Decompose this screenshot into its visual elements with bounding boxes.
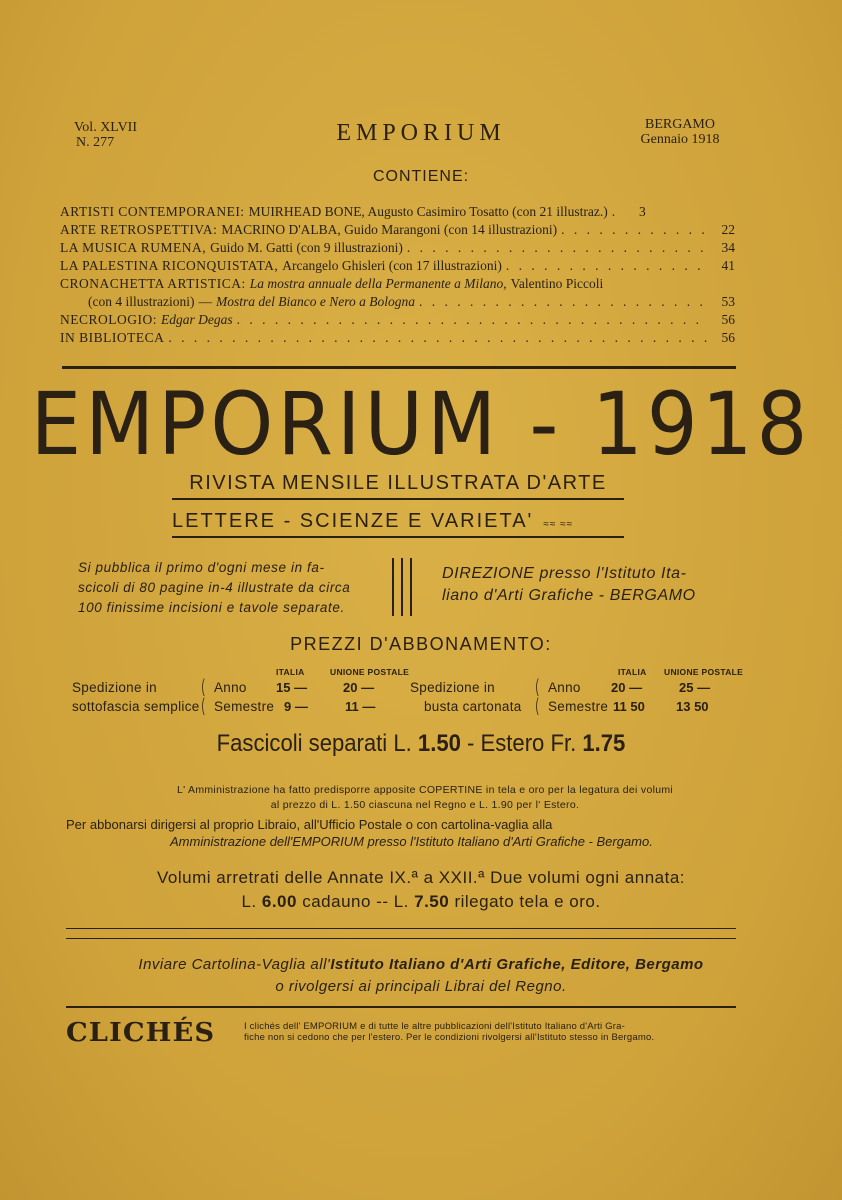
- contents-heading: CONTIENE:: [372, 168, 470, 185]
- back-issues-price: 7.50: [414, 892, 450, 911]
- price-value: 25 —: [679, 680, 711, 695]
- col-header-unione: UNIONE POSTALE: [664, 667, 744, 677]
- price-label: Spedizione in: [410, 680, 495, 695]
- toc-section: LA PALESTINA RICONQUISTATA,: [60, 258, 279, 273]
- back-issues-prices: [0, 890, 842, 914]
- toc-text: MACRINO D'ALBA, Guido Marangoni (con 14 illustrazioni): [221, 222, 558, 237]
- toc-leader: [561, 222, 709, 238]
- toc-entry: [60, 240, 735, 258]
- toc-page: 41: [721, 258, 735, 273]
- toc-text: Guido M. Gatti (con 9 illustrazioni): [210, 240, 403, 255]
- toc-leader: [168, 330, 709, 346]
- city: BERGAMO: [644, 117, 715, 132]
- subscription-line: Per abbonarsi dirigersi al proprio Libraio, all'Ufficio Postale o con cartolina-vaglia alla: [66, 817, 553, 832]
- cliches-line: I clichés dell' EMPORIUM e di tutte le altre pubblicazioni dell'Istituto Italiano d'Arti Gra-: [244, 1021, 625, 1032]
- back-issues-line: Volumi arretrati delle Annate IX.ª a XXII.ª Due volumi ogni annata:: [156, 868, 686, 887]
- vertical-divider: [392, 558, 414, 616]
- price-period: Semestre: [548, 699, 609, 714]
- toc-entry: [60, 312, 735, 330]
- brace: (: [201, 676, 205, 696]
- back-issues: [0, 866, 842, 914]
- send-text: Inviare Cartolina-Vaglia all': [138, 956, 331, 973]
- toc-section: LA MUSICA RUMENA,: [60, 240, 207, 255]
- brace: (: [535, 676, 539, 696]
- publisher-name: Istituto Italiano d'Arti Grafiche, Editore, Bergamo: [330, 956, 704, 973]
- single-issue-price: [34, 730, 809, 758]
- cliches-notice: [244, 1021, 740, 1043]
- price-value: 9 —: [284, 699, 308, 714]
- back-issues-price: 6.00: [261, 892, 297, 911]
- brace: (: [201, 695, 205, 715]
- brace: (: [535, 695, 539, 715]
- masthead-place-date: [600, 117, 760, 147]
- banner-subtitle-text: LETTERE - SCIENZE E VARIETA': [172, 510, 534, 532]
- banner-subtitle-secondary: [172, 510, 624, 538]
- toc-text-italic: Edgar Degas: [161, 312, 233, 327]
- toc-text-italic: Mostra del Bianco e Nero a Bologna: [215, 294, 415, 309]
- back-issues-text: L.: [241, 892, 257, 911]
- back-issues-text: rilegato tela e oro.: [454, 892, 601, 911]
- direction-info: [442, 563, 752, 607]
- toc-section: ARTE RETROSPETTIVA:: [60, 222, 218, 237]
- toc-page: 53: [721, 294, 735, 309]
- toc-section: ARTISTI CONTEMPORANEI:: [60, 204, 245, 219]
- price-label: Spedizione in: [72, 680, 157, 695]
- price-value: 15 —: [276, 680, 308, 695]
- toc-leader: [407, 240, 709, 256]
- direction-line: liano d'Arti Grafiche - BERGAMO: [442, 587, 696, 604]
- toc-entry: [60, 294, 735, 312]
- notice-line: al prezzo di L. 1.50 ciascuna nel Regno e L. 1.90 per l' Estero.: [270, 799, 580, 811]
- table-of-contents: [60, 204, 735, 348]
- col-header-italia: ITALIA: [276, 667, 305, 677]
- masthead-title: EMPORIUM: [336, 120, 506, 146]
- toc-text: Arcangelo Ghisleri (con 17 illustrazioni): [282, 258, 502, 273]
- toc-page: 34: [721, 240, 735, 255]
- publication-line: Si pubblica il primo d'ogni mese in fa-: [78, 560, 325, 575]
- price-period: Semestre: [214, 699, 275, 714]
- toc-text-italic: La mostra annuale della Permanente a Milano,: [249, 276, 507, 291]
- price-period: Anno: [214, 680, 247, 695]
- banner-title: EMPORIUM - 1918: [30, 374, 812, 475]
- back-issues-text: cadauno -- L.: [302, 892, 409, 911]
- send-line: o rivolgersi ai principali Librai del Regno.: [275, 978, 567, 995]
- toc-separator: —: [198, 294, 212, 309]
- cliches-line: fiche non si cedono che per l'estero. Per le condizioni rivolgersi all'Istituto stesso in Bergamo.: [244, 1032, 655, 1043]
- toc-text: MUIRHEAD BONE, Augusto Casimiro Tosatto (con 21 illustraz.): [248, 204, 608, 219]
- price-period: Anno: [548, 680, 581, 695]
- price-label: busta cartonata: [424, 699, 522, 714]
- toc-section: IN BIBLIOTECA: [60, 330, 165, 345]
- subscription-info: [66, 816, 766, 850]
- price-value: 20 —: [343, 680, 375, 695]
- banner-subtitle: RIVISTA MENSILE ILLUSTRATA D'ARTE: [172, 472, 624, 500]
- col-header-italia: ITALIA: [618, 667, 647, 677]
- toc-page: 3: [638, 204, 646, 219]
- toc-leader: [506, 258, 709, 274]
- fascicoli-price: 1.50: [417, 730, 461, 757]
- divider-bar: [401, 558, 403, 616]
- volume-label: Vol. XLVII: [74, 120, 138, 135]
- publication-info: [78, 558, 378, 618]
- toc-entry: [60, 276, 735, 294]
- toc-text: Valentino Piccoli: [510, 276, 604, 291]
- price-value: 13 50: [676, 699, 709, 714]
- toc-entry: [60, 204, 735, 222]
- price-value: 11 —: [345, 699, 376, 714]
- notice-line: L' Amministrazione ha fatto predisporre apposite COPERTINE in tela e oro per la legatura dei volumi: [176, 784, 674, 796]
- covers-notice: [120, 783, 730, 813]
- direction-line: DIREZIONE presso l'Istituto Ita-: [442, 565, 687, 582]
- toc-leader: [612, 204, 620, 220]
- price-value: 20 —: [611, 680, 643, 695]
- toc-leader: [237, 312, 709, 328]
- prices-heading: PREZZI D'ABBONAMENTO:: [290, 634, 552, 654]
- toc-entry: [60, 222, 735, 240]
- divider-rule: [66, 928, 736, 929]
- cliches-logo: CLICHÉS: [66, 1018, 216, 1048]
- publication-line: 100 finissime incisioni e tavole separate.: [78, 600, 345, 615]
- toc-page: 56: [721, 312, 735, 327]
- divider-rule: [66, 938, 736, 939]
- price-label: sottofascia semplice: [72, 699, 200, 714]
- divider-rule: [66, 1006, 736, 1008]
- send-line: [0, 954, 842, 976]
- divider-bar: [392, 558, 394, 616]
- subscription-line: Amministrazione dell'EMPORIUM presso l'Istituto Italiano d'Arti Grafiche - Bergamo.: [170, 834, 653, 849]
- toc-leader: [419, 294, 709, 310]
- toc-text: (con 4 illustrazioni): [88, 294, 195, 309]
- toc-page: 22: [721, 222, 735, 237]
- fascicoli-prefix: Fascicoli separati L.: [216, 730, 412, 757]
- publication-line: scicoli di 80 pagine in-4 illustrate da circa: [78, 580, 351, 595]
- ornament: ≈≈ ≈≈: [543, 519, 574, 530]
- toc-entry: [60, 258, 735, 276]
- col-header-unione: UNIONE POSTALE: [330, 667, 410, 677]
- toc-entry: [60, 330, 735, 348]
- toc-page: 56: [721, 330, 735, 345]
- divider-bar: [410, 558, 412, 616]
- issue-date: Gennaio 1918: [640, 132, 720, 147]
- toc-section: NECROLOGIO:: [60, 312, 157, 327]
- divider-rule: [62, 366, 736, 369]
- send-instructions: [0, 954, 842, 998]
- fascicoli-middle: - Estero Fr.: [467, 730, 577, 757]
- fascicoli-price-estero: 1.75: [582, 730, 626, 757]
- toc-section: CRONACHETTA ARTISTICA:: [60, 276, 246, 291]
- price-value: 11 50: [613, 699, 645, 714]
- issue-number: N. 277: [76, 135, 115, 150]
